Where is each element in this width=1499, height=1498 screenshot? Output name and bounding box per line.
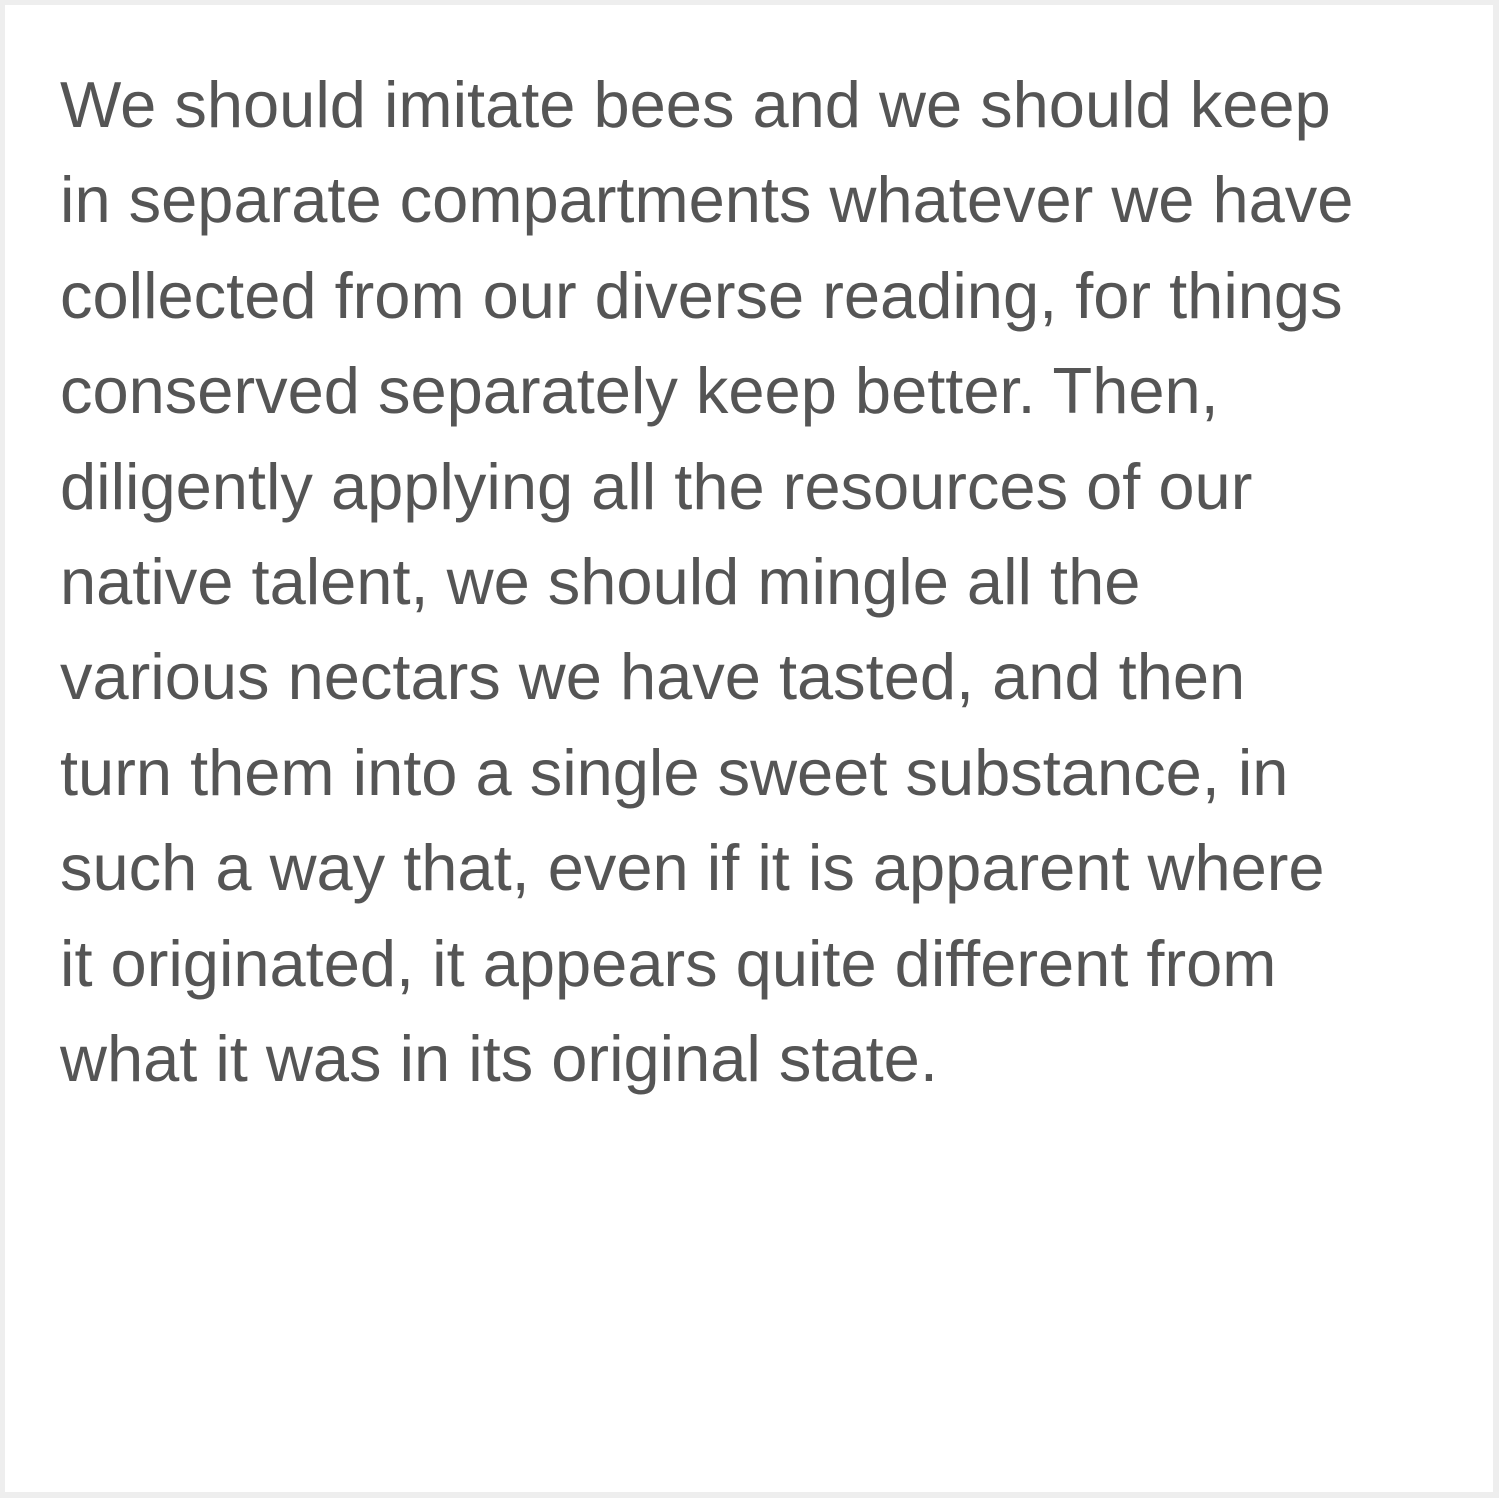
quote-line: conserved separately keep better. Then, xyxy=(60,354,1219,428)
quote-line: diligently applying all the resources of our xyxy=(60,449,1253,523)
quote-line: what it was in its original state. xyxy=(60,1021,938,1095)
quote-line: We should imitate bees and we should keep xyxy=(60,68,1331,141)
quote-line: native talent, we should mingle all the xyxy=(60,544,1141,618)
quote-line: collected from our diverse reading, for things xyxy=(60,258,1343,332)
quote-line: turn them into a single sweet substance, in xyxy=(60,735,1289,809)
quote-text xyxy=(60,57,1440,1106)
quote-line: such a way that, even if it is apparent where xyxy=(60,831,1325,905)
quote-line: it originated, it appears quite different from xyxy=(60,926,1277,1000)
page-canvas xyxy=(5,5,1493,1492)
quote-line: in separate compartments whatever we have xyxy=(60,163,1354,237)
quote-line: various nectars we have tasted, and then xyxy=(60,640,1246,714)
